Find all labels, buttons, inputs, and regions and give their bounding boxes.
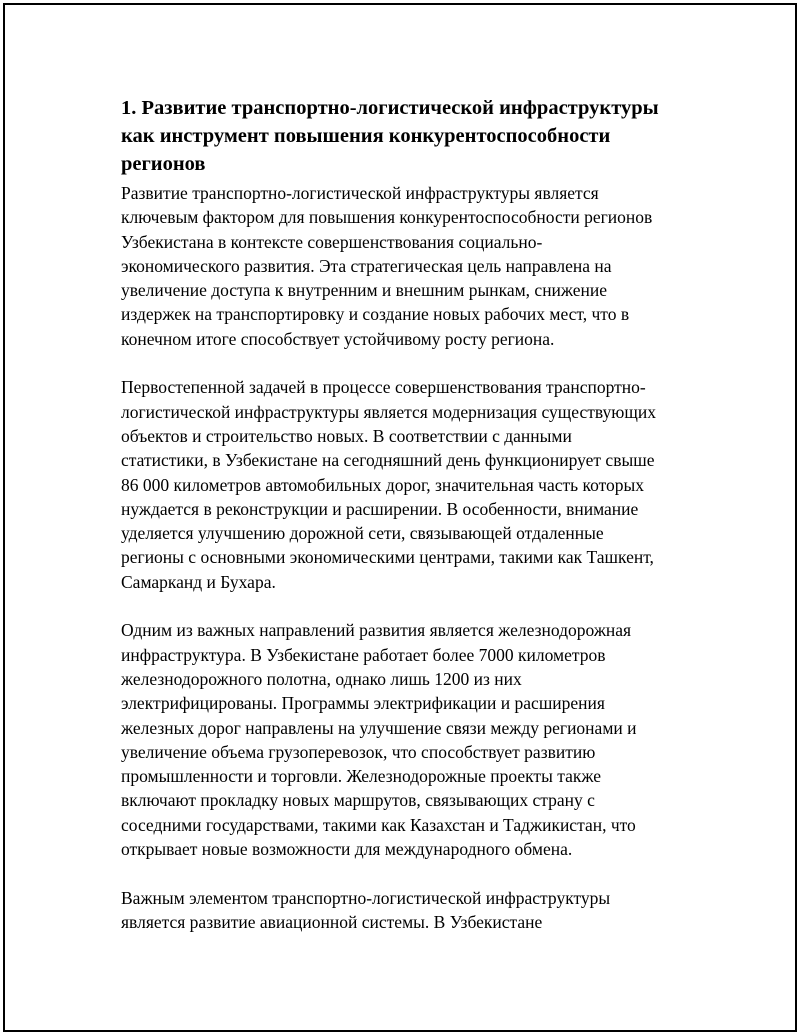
paragraph-line: Одним из важных направлений развития является железнодорожная	[121, 620, 632, 641]
paragraph-line: электрифицированы. Программы электрификации и расширения	[121, 693, 605, 714]
paragraph-line: железнодорожного полотна, однако лишь 1200 из них	[121, 668, 522, 689]
paragraph-line: 86 000 километров автомобильных дорог, значительная часть которых	[121, 474, 645, 495]
paragraph-line: статистики, в Узбекистане на сегодняшний день функционирует свыше	[121, 450, 655, 471]
paragraph-intro	[121, 181, 701, 351]
paragraph-line: объектов и строительство новых. В соответствии с данными	[121, 425, 572, 446]
paragraph-line: включают прокладку новых маршрутов, связывающих страну с	[121, 790, 595, 811]
section-heading	[121, 94, 701, 178]
document-page	[3, 3, 797, 1032]
paragraph-line: железных дорог направлены на улучшение связи между регионами и	[121, 717, 637, 738]
heading-line: 1. Развитие транспортно-логистической инфраструктуры	[121, 97, 659, 119]
paragraph-line: Первостепенной задачей в процессе совершенствования транспортно-	[121, 377, 646, 398]
paragraph-line: промышленности и торговли. Железнодорожные проекты также	[121, 766, 601, 787]
paragraph-line: Узбекистана в контексте совершенствования социально-	[121, 231, 543, 252]
paragraph-line: Самарканд и Бухара.	[121, 571, 276, 592]
paragraph-line: увеличение объема грузоперевозок, что способствует развитию	[121, 741, 596, 762]
paragraph-line: является развитие авиационной системы. В Узбекистане	[121, 911, 543, 932]
heading-line: как инструмент повышения конкурентоспособности	[121, 125, 611, 147]
heading-line: регионов	[121, 153, 206, 175]
paragraph-line: увеличение доступа к внутренним и внешним рынкам, снижение	[121, 280, 608, 301]
paragraph-line: экономического развития. Эта стратегическая цель направлена на	[121, 255, 612, 276]
paragraph-line: издержек на транспортировку и создание новых рабочих мест, что в	[121, 304, 630, 325]
paragraph-line: инфраструктура. В Узбекистане работает более 7000 километров	[121, 644, 606, 665]
paragraph-line: Важным элементом транспортно-логистической инфраструктуры	[121, 887, 611, 908]
paragraph-line: логистической инфраструктуры является модернизация существующих	[121, 401, 656, 422]
paragraph-line: нуждается в реконструкции и расширении. В особенности, внимание	[121, 498, 639, 519]
paragraph-line: конечном итоге способствует устойчивому росту региона.	[121, 328, 555, 349]
paragraph-line: открывает новые возможности для международного обмена.	[121, 839, 573, 860]
paragraph-line: уделяется улучшению дорожной сети, связывающей отдаленные	[121, 523, 604, 544]
paragraph-aviation	[121, 886, 701, 935]
paragraph-line: соседними государствами, такими как Казахстан и Таджикистан, что	[121, 814, 636, 835]
paragraph-line: Развитие транспортно-логистической инфраструктуры является	[121, 183, 599, 203]
paragraph-railways	[121, 618, 701, 861]
document-body	[121, 94, 701, 959]
paragraph-line: ключевым фактором для повышения конкурентоспособности регионов	[121, 207, 653, 228]
paragraph-roads	[121, 375, 701, 594]
paragraph-line: регионы с основными экономическими центрами, такими как Ташкент,	[121, 547, 654, 568]
